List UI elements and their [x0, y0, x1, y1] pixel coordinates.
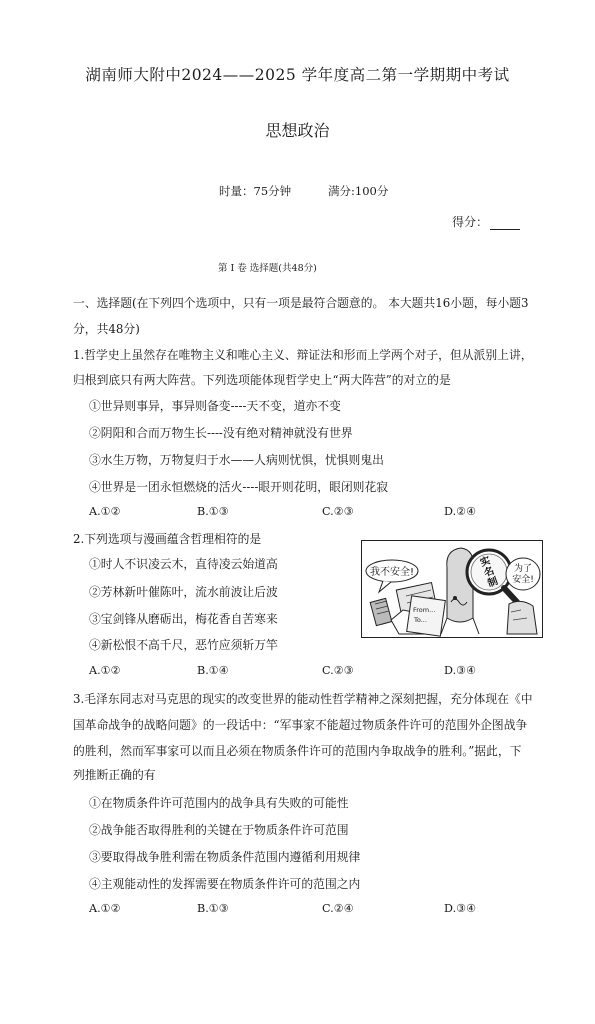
q2-stem: 2.下列选项与漫画蕴含哲理相符的是 — [73, 532, 262, 546]
q3-answer-a: A.①② — [89, 902, 121, 915]
subject-title: 思想政治 — [265, 121, 330, 140]
q1-stem-line-2: 归根到底只有两大阵营。下列选项能体现哲学史上“两大阵营”的对立的是 — [73, 373, 451, 387]
letter-text-to: To... — [414, 616, 427, 624]
section-intro-line-1: 一、选择题(在下列四个选项中，只有一项是最符合题意的。 本大题共16小题，每小题3 — [73, 296, 529, 310]
score-field — [452, 213, 520, 230]
score-blank — [490, 218, 520, 230]
q3-stem-line: 3.毛泽东同志对马克思的现实的改变世界的能动性哲学精神之深刻把握，充分体现在《中 — [73, 692, 533, 706]
q3-item: ④主观能动性的发挥需要在物质条件许可的范围之内 — [89, 877, 361, 891]
section-label: 第 I 卷 选择题(共48分) — [218, 263, 317, 274]
q1-answer-a: A.①② — [89, 505, 121, 518]
q2-item: ①时人不识凌云木，直待凌云始道高 — [89, 557, 278, 571]
q2-item: ④新松恨不高千尺，恶竹应须斩万竿 — [89, 638, 278, 652]
q1-stem-line-1: 1.哲学史上虽然存在唯物主义和唯心主义、辩证法和形而上学两个对子，但从派别上讲， — [73, 348, 533, 362]
q3-stem-line: 的胜利，然而军事家可以而且必须在物质条件许可的范围内争取战争的胜利。”据此，下 — [73, 744, 522, 758]
bubble-right-text-1: 为了 — [513, 564, 533, 574]
q1-item: ①世异则事异，事异则备变----天不变，道亦不变 — [89, 399, 341, 413]
magnifier-char: 实 — [478, 555, 492, 570]
bubble-left-text: 我不安全! — [369, 567, 415, 578]
section-intro-line-2: 分，共48分) — [73, 322, 140, 336]
q3-stem-line: 国革命战争的战略问题》的一段话中：“军事家不能超过物质条件许可的范围外企图战争 — [73, 718, 528, 732]
exam-title: 湖南师大附中2024——2025 学年度高二第一学期期中考试 — [85, 66, 510, 84]
q3-answer-c: C.②④ — [322, 902, 354, 915]
q1-answer-b: B.①③ — [197, 505, 229, 518]
q2-answer-d: D.③④ — [444, 664, 477, 677]
letter-text-from: From... — [413, 606, 436, 614]
q3-answer-d: D.③④ — [444, 902, 477, 915]
q2-cartoon-illustration — [361, 540, 543, 638]
person-right-figure — [507, 601, 537, 634]
letter-envelope — [407, 596, 446, 636]
q3-answer-b: B.①③ — [197, 902, 229, 915]
magnifier-char: 名 — [482, 565, 496, 580]
q2-answer-b: B.①④ — [197, 664, 229, 677]
q3-stem-line: 列推断正确的有 — [73, 768, 156, 782]
q2-answer-c: C.②③ — [322, 664, 354, 677]
exam-duration: 时量：75分钟 — [219, 184, 292, 198]
q3-item: ①在物质条件许可范围内的战争具有失败的可能性 — [89, 796, 349, 810]
speech-bubble-right — [506, 558, 540, 590]
bubble-right-text-2: 安全! — [512, 575, 534, 585]
score-label: 得分： — [452, 215, 489, 229]
q2-item: ③宝剑锋从磨砺出，梅花香自苦寒来 — [89, 612, 278, 626]
q1-item: ④世界是一团永恒燃烧的活火----眼开则花明，眼闭则花寂 — [89, 480, 389, 494]
q2-item: ②芳林新叶催陈叶，流水前波让后波 — [89, 585, 278, 599]
q1-item: ②阴阳和合而万物生长----没有绝对精神就没有世界 — [89, 426, 353, 440]
q3-item: ②战争能否取得胜利的关键在于物质条件许可范围 — [89, 823, 349, 837]
q1-answer-c: C.②③ — [322, 505, 354, 518]
q1-answer-d: D.②④ — [444, 505, 477, 518]
q2-answer-a: A.①② — [89, 664, 121, 677]
full-score: 满分:100分 — [328, 184, 389, 198]
q1-item: ③水生万物，万物复归于水——人病则忧惧，忧惧则鬼出 — [89, 453, 384, 467]
magnifier-char: 制 — [486, 575, 500, 590]
q3-item: ③要取得战争胜利需在物质条件范围内遵循利用规律 — [89, 850, 361, 864]
